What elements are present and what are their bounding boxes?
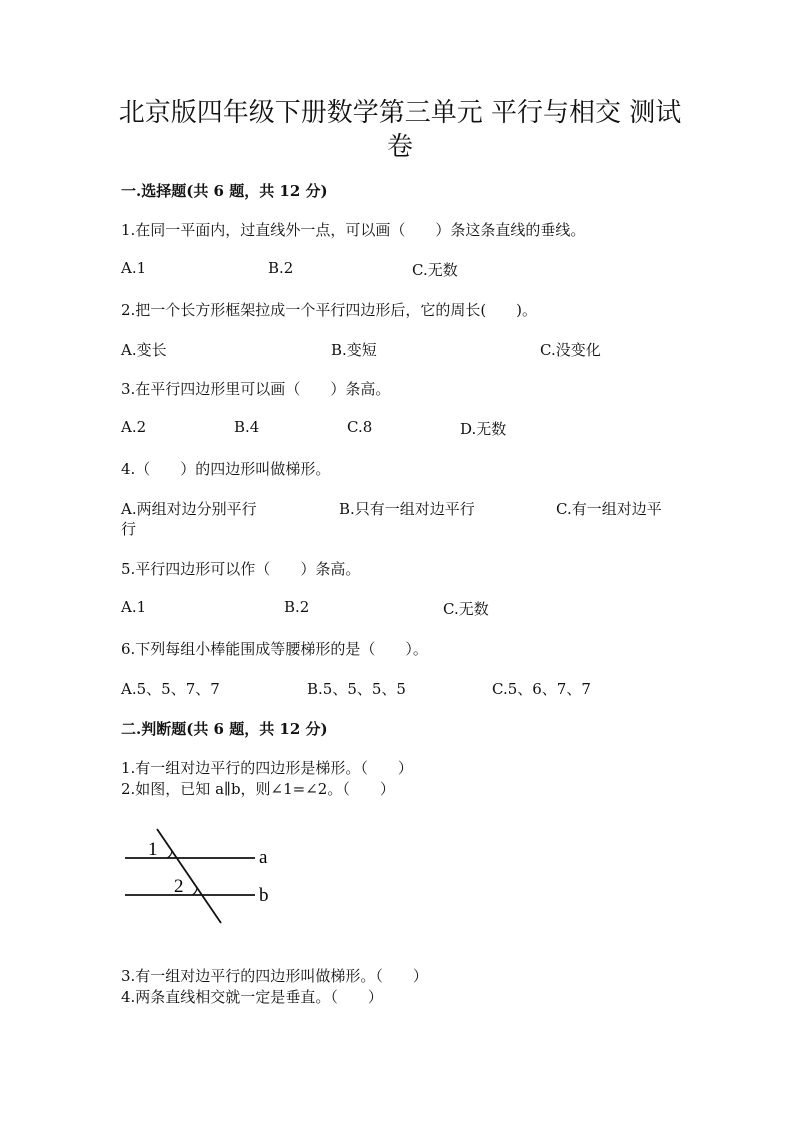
title-line-1: 北京版四年级下册数学第三单元 平行与相交 测试 <box>118 98 682 128</box>
q5-option-b[interactable]: B.2 <box>284 598 310 616</box>
parallel-lines-figure <box>115 825 285 930</box>
q1-option-a[interactable]: A.1 <box>121 259 147 277</box>
question-1-6: 6.下列每组小棒能围成等腰梯形的是（ ）。 <box>121 640 428 658</box>
page-title <box>100 96 700 164</box>
q4-option-b[interactable]: B.只有一组对边平行 <box>339 500 475 518</box>
q2-option-c[interactable]: C.没变化 <box>540 341 601 359</box>
line-b-label: b <box>259 885 269 906</box>
q5-option-a[interactable]: A.1 <box>121 598 147 616</box>
q4-option-a[interactable]: A.两组对边分别平行 <box>121 500 257 518</box>
q1-option-c[interactable]: C.无数 <box>412 261 458 279</box>
q6-option-b[interactable]: B.5、5、5、5 <box>307 680 406 698</box>
question-1-2: 2.把一个长方形框架拉成一个平行四边形后，它的周长( )。 <box>121 301 538 319</box>
q2-option-b[interactable]: B.变短 <box>331 341 377 359</box>
judge-question-2: 2.如图，已知 a∥b，则∠1=∠2。（ ） <box>121 780 395 798</box>
section-1-heading: 一.选择题(共 6 题，共 12 分) <box>121 182 328 200</box>
transversal-line <box>157 829 221 923</box>
judge-question-3: 3.有一组对边平行的四边形叫做梯形。（ ） <box>121 967 428 985</box>
q3-option-a[interactable]: A.2 <box>121 418 147 436</box>
angle-2-label: 2 <box>174 876 184 897</box>
judge-question-4: 4.两条直线相交就一定是垂直。（ ） <box>121 988 383 1006</box>
q6-option-a[interactable]: A.5、5、7、7 <box>121 680 220 698</box>
angle-1-label: 1 <box>148 839 158 860</box>
q2-option-a[interactable]: A.变长 <box>121 341 167 359</box>
question-1-3: 3.在平行四边形里可以画（ ）条高。 <box>121 380 391 398</box>
q1-option-b[interactable]: B.2 <box>268 259 294 277</box>
q3-option-d[interactable]: D.无数 <box>460 420 507 438</box>
q3-option-b[interactable]: B.4 <box>234 418 260 436</box>
title-line-2: 卷 <box>386 132 413 162</box>
q4-option-c-wrap: 行 <box>121 520 137 538</box>
q5-option-c[interactable]: C.无数 <box>443 600 489 618</box>
line-a-label: a <box>259 847 268 868</box>
q6-option-c[interactable]: C.5、6、7、7 <box>492 680 591 698</box>
q4-option-c[interactable]: C.有一组对边平 <box>556 500 662 518</box>
judge-question-1: 1.有一组对边平行的四边形是梯形。（ ） <box>121 759 413 777</box>
question-1-1: 1.在同一平面内，过直线外一点，可以画（ ）条这条直线的垂线。 <box>121 221 586 239</box>
question-1-5: 5.平行四边形可以作（ ）条高。 <box>121 560 361 578</box>
section-2-heading: 二.判断题(共 6 题，共 12 分) <box>121 720 328 738</box>
question-1-4: 4.（ ）的四边形叫做梯形。 <box>121 460 331 478</box>
q3-option-c[interactable]: C.8 <box>347 418 373 436</box>
